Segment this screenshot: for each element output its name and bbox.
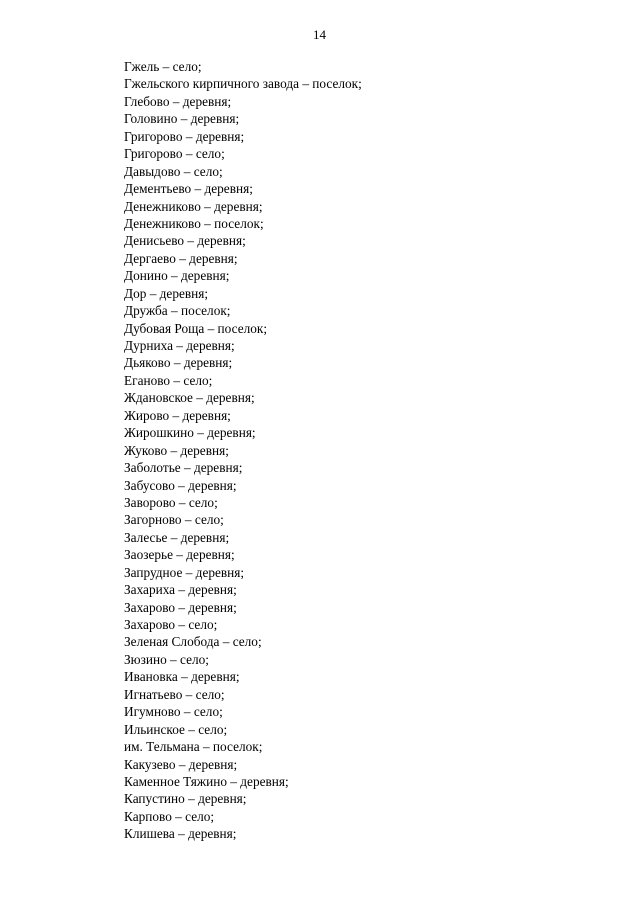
list-item: Григорово – село; <box>124 146 225 162</box>
list-item: Заболотье – деревня; <box>124 460 243 476</box>
list-item: Зюзино – село; <box>124 651 209 667</box>
list-item: Жирошкино – деревня; <box>124 425 256 441</box>
list-item: Запрудное – деревня; <box>124 564 245 580</box>
list-item: Ивановка – деревня; <box>124 669 240 685</box>
list-item: Загорново – село; <box>124 512 224 528</box>
list-item: Жирово – деревня; <box>124 407 231 423</box>
list-item: Ильинское – село; <box>124 721 228 737</box>
list-item: Головино – деревня; <box>124 111 240 127</box>
list-item: Дьяково – деревня; <box>124 355 233 371</box>
list-item: Игумново – село; <box>124 704 223 720</box>
list-item: Григорово – деревня; <box>124 128 245 144</box>
list-item: Дергаево – деревня; <box>124 250 238 266</box>
list-item: Игнатьево – село; <box>124 686 225 702</box>
list-item: Денисьево – деревня; <box>124 233 246 249</box>
list-item: Еганово – село; <box>124 372 213 388</box>
list-item: Дементьево – деревня; <box>124 181 253 197</box>
list-item: Каменное Тяжино – деревня; <box>124 773 289 789</box>
settlement-list <box>124 58 362 843</box>
list-item: Денежниково – поселок; <box>124 215 264 231</box>
list-item: Карпово – село; <box>124 808 215 824</box>
list-item: Клишева – деревня; <box>124 826 237 842</box>
list-item: им. Тельмана – поселок; <box>124 739 263 755</box>
list-item: Залесье – деревня; <box>124 529 230 545</box>
list-item: Дубовая Роща – поселок; <box>124 320 268 336</box>
list-item: Давыдово – село; <box>124 163 223 179</box>
list-item: Забусово – деревня; <box>124 477 237 493</box>
list-item: Заозерье – деревня; <box>124 547 235 563</box>
list-item: Заворово – село; <box>124 494 218 510</box>
list-item: Денежниково – деревня; <box>124 198 263 214</box>
list-item: Захарово – село; <box>124 617 218 632</box>
list-item: Захариха – деревня; <box>124 582 237 598</box>
list-item: Гжельского кирпичного завода – поселок; <box>124 76 362 92</box>
list-item: Гжель – село; <box>124 59 202 74</box>
page-number: 14 <box>313 27 326 42</box>
list-item: Захарово – деревня; <box>124 599 237 615</box>
list-item: Зеленая Слобода – село; <box>124 634 262 650</box>
list-item: Жуково – деревня; <box>124 442 229 458</box>
list-item: Донино – деревня; <box>124 268 230 284</box>
list-item: Дор – деревня; <box>124 285 209 301</box>
list-item: Дружба – поселок; <box>124 303 231 319</box>
list-item: Глебово – деревня; <box>124 93 232 109</box>
list-item: Капустино – деревня; <box>124 791 247 807</box>
list-item: Дурниха – деревня; <box>124 338 235 353</box>
list-item: Ждановское – деревня; <box>124 390 255 406</box>
list-item: Какузево – деревня; <box>124 756 238 772</box>
